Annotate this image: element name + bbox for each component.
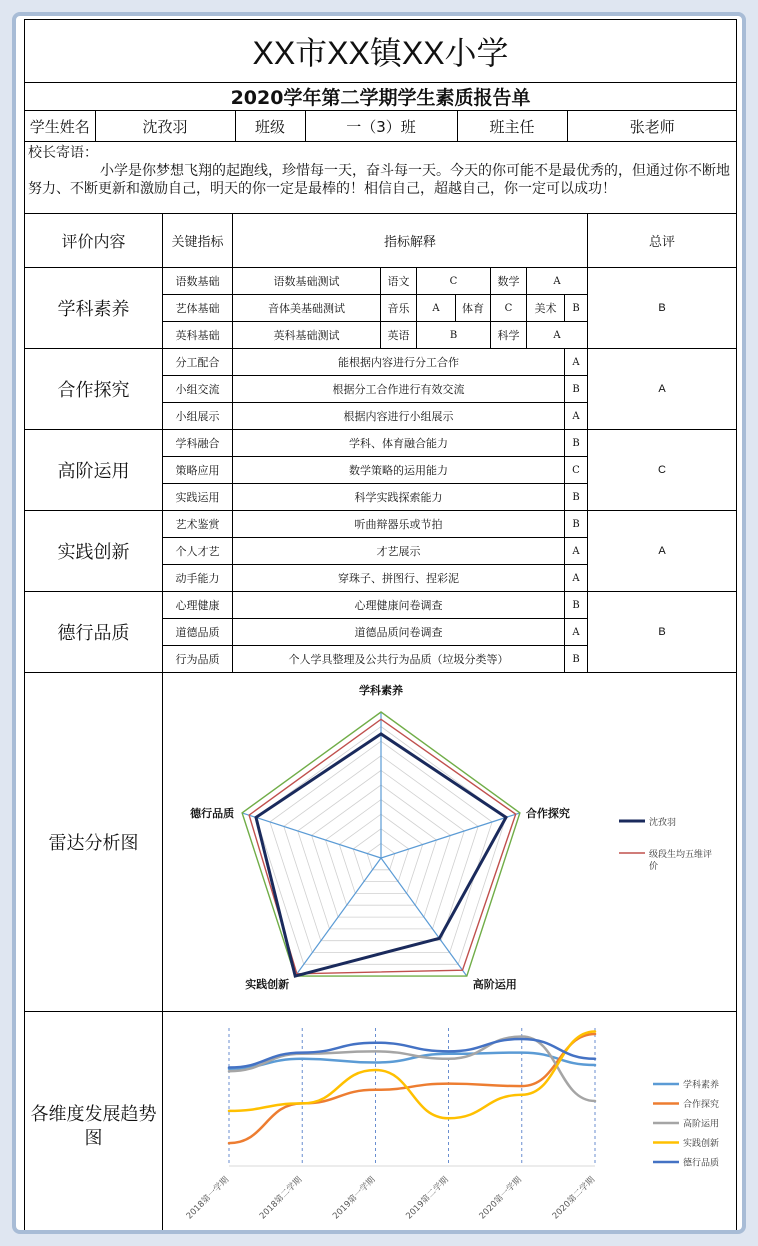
report-title: 2020学年第二学期学生素质报告单 (25, 83, 737, 111)
description-cell: 根据分工合作进行有效交流 (233, 376, 565, 403)
legend-label: 学科素养 (683, 1080, 720, 1091)
description-cell: 音体美基础测试 (233, 295, 381, 322)
description-cell: 听曲辩器乐或节拍 (233, 511, 565, 538)
radar-axis-label: 德行品质 (190, 806, 235, 820)
info-row (25, 111, 737, 142)
indicator-cell: 分工配合 (163, 349, 233, 376)
subject-grade: B (565, 295, 588, 322)
indicator-cell: 心理健康 (163, 592, 233, 619)
subject-label: 数学 (491, 268, 527, 295)
description-cell: 个人学具整理及公共行为品质（垃圾分类等） (233, 646, 565, 673)
radar-series-line (249, 719, 516, 974)
radar-axis-label: 学科素养 (359, 684, 403, 697)
section-name: 实践创新 (25, 511, 163, 592)
radar-axis-label: 实践创新 (245, 978, 290, 992)
subject-grade: B (417, 322, 491, 349)
indicator-cell: 行为品质 (163, 646, 233, 673)
trend-category-label: 2019第一学期 (331, 1175, 378, 1222)
description-cell: 根据内容进行小组展示 (233, 403, 565, 430)
class-value: 一（3）班 (305, 111, 457, 141)
trend-chart (163, 1012, 737, 1234)
trend-category-label: 2018第一学期 (184, 1175, 232, 1222)
student-name-label: 学生姓名 (25, 111, 95, 141)
subject-grade: C (417, 268, 491, 295)
indicator-cell: 小组展示 (163, 403, 233, 430)
trend-category-label: 2020第一学期 (477, 1175, 524, 1222)
indicator-cell: 语数基础 (163, 268, 233, 295)
legend-label: 高阶运用 (683, 1119, 720, 1130)
indicator-cell: 艺术鉴赏 (163, 511, 233, 538)
indicator-cell: 学科融合 (163, 430, 233, 457)
subject-label: 美术 (527, 295, 565, 322)
grade-cell: C (565, 457, 588, 484)
radar-axis-label: 高阶运用 (472, 978, 517, 992)
radar-section-label: 雷达分析图 (25, 673, 163, 1012)
subject-grade: A (417, 295, 456, 322)
legend-label: 沈孜羽 (649, 818, 677, 828)
header-content: 评价内容 (25, 214, 163, 268)
description-cell: 数学策略的运用能力 (233, 457, 565, 484)
overall-grade: B (588, 268, 737, 349)
indicator-cell: 动手能力 (163, 565, 233, 592)
subject-label: 英语 (381, 322, 417, 349)
legend-label: 实践创新 (683, 1139, 720, 1149)
trend-category-label: 2020第二学期 (550, 1175, 598, 1222)
indicator-cell: 实践运用 (163, 484, 233, 511)
indicator-cell: 个人才艺 (163, 538, 233, 565)
grade-cell: B (565, 511, 588, 538)
indicator-cell: 道德品质 (163, 619, 233, 646)
grade-cell: A (565, 403, 588, 430)
description-cell: 穿珠子、拼图行、捏彩泥 (233, 565, 565, 592)
overall-grade: B (588, 592, 737, 673)
indicator-cell: 英科基础 (163, 322, 233, 349)
description-cell: 能根据内容进行分工合作 (233, 349, 565, 376)
indicator-cell: 小组交流 (163, 376, 233, 403)
subject-grade: A (527, 268, 588, 295)
section-name: 德行品质 (25, 592, 163, 673)
principal-message-cell (25, 142, 737, 214)
principal-message-label: 校长寄语： (28, 145, 98, 161)
radar-chart (163, 673, 737, 1007)
legend-label: 合作探究 (683, 1100, 720, 1110)
description-cell: 学科、体育融合能力 (233, 430, 565, 457)
overall-grade: C (588, 430, 737, 511)
subject-label: 科学 (491, 322, 527, 349)
header-overall: 总评 (588, 214, 737, 268)
description-cell: 才艺展示 (233, 538, 565, 565)
radar-spoke (381, 813, 520, 858)
overall-grade: A (588, 511, 737, 592)
legend-label: 德行品质 (683, 1158, 720, 1169)
header-explanation: 指标解释 (233, 214, 588, 268)
grade-cell: A (565, 619, 588, 646)
grade-cell: B (565, 646, 588, 673)
principal-message: 小学是你梦想飞翔的起跑线，珍惜每一天，奋斗每一天。今天的你可能不是最优秀的，但通过你不断地努力、不断更新和激励自己，明天的你一定是最棒的！相信自己，超越自己，你一定可以成功！ (28, 163, 730, 197)
section-subject-literacy: 学科素养 (25, 268, 163, 349)
description-cell: 语数基础测试 (233, 268, 381, 295)
report-table (24, 19, 737, 1234)
indicator-cell: 策略应用 (163, 457, 233, 484)
subject-label: 音乐 (381, 295, 417, 322)
description-cell: 道德品质问卷调查 (233, 619, 565, 646)
legend-label: 级段生均五维评价 (649, 850, 713, 872)
grade-cell: B (565, 592, 588, 619)
grade-cell: B (565, 376, 588, 403)
class-label: 班级 (235, 111, 305, 141)
report-sheet (24, 19, 736, 1231)
grade-cell: A (565, 565, 588, 592)
description-cell: 英科基础测试 (233, 322, 381, 349)
grade-cell: A (565, 538, 588, 565)
trend-category-label: 2018第二学期 (257, 1175, 305, 1222)
description-cell: 心理健康问卷调查 (233, 592, 565, 619)
radar-axis-label: 合作探究 (525, 806, 570, 820)
trend-category-label: 2019第二学期 (404, 1175, 451, 1222)
student-name-value: 沈孜羽 (95, 111, 235, 141)
indicator-cell: 艺体基础 (163, 295, 233, 322)
section-name: 高阶运用 (25, 430, 163, 511)
report-page (12, 12, 746, 1234)
section-name: 合作探究 (25, 349, 163, 430)
subject-grade: C (491, 295, 527, 322)
teacher-name: 张老师 (629, 117, 675, 136)
subject-grade: A (527, 322, 588, 349)
trend-chart-cell (163, 1012, 737, 1235)
teacher-label: 班主任 (457, 111, 567, 141)
school-name: XX市XX镇XX小学 (25, 20, 737, 83)
subject-label: 语文 (381, 268, 417, 295)
grade-cell: B (565, 430, 588, 457)
grade-cell: A (565, 349, 588, 376)
subject-label: 体育 (456, 295, 491, 322)
header-indicator: 关键指标 (163, 214, 233, 268)
overall-grade: A (588, 349, 737, 430)
radar-chart-cell (163, 673, 737, 1012)
description-cell: 科学实践探索能力 (233, 484, 565, 511)
trend-section-label: 各维度发展趋势图 (25, 1012, 163, 1235)
grade-cell: B (565, 484, 588, 511)
